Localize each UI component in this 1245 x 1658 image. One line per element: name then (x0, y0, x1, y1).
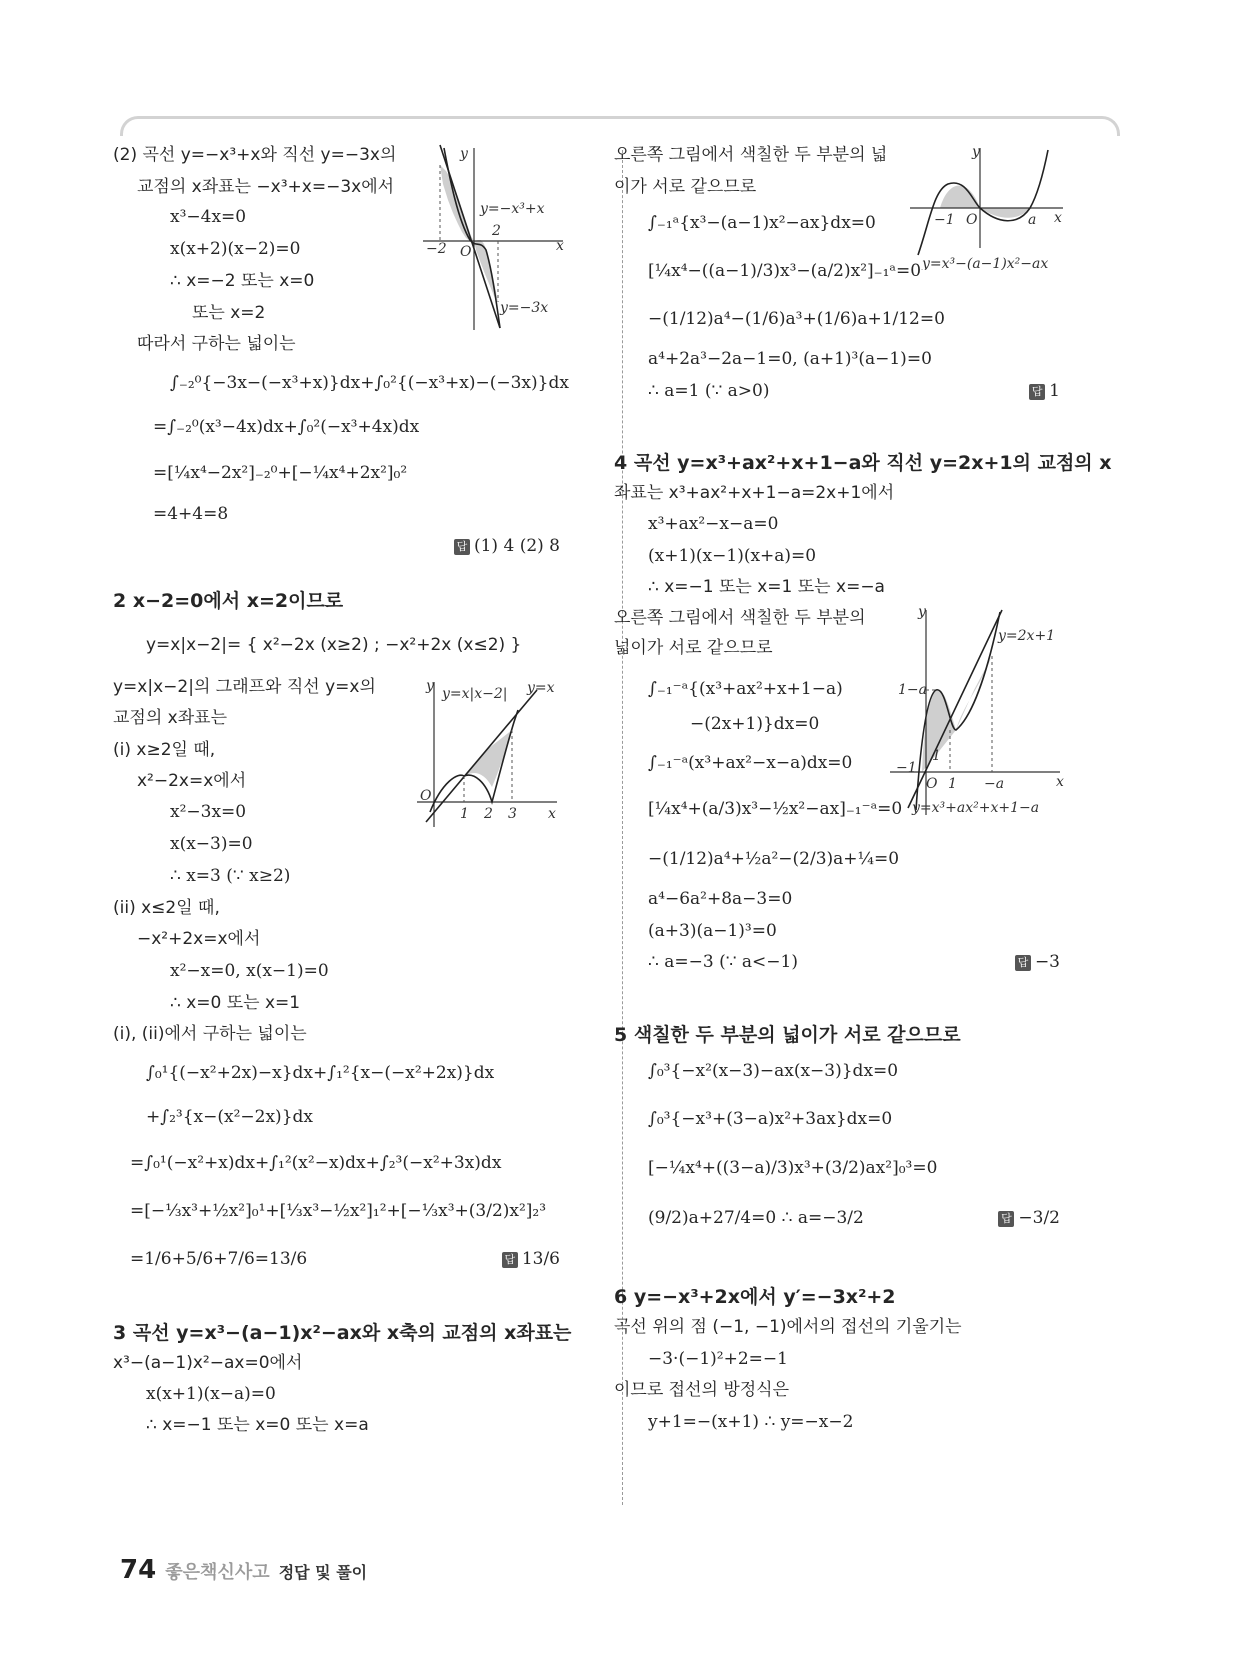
tick-label: 1 (932, 748, 941, 764)
problem-2-intro (113, 590, 343, 613)
tick-label: 1 (948, 776, 957, 792)
problem-4-text: 4 곡선 y=x³+ax²+x+1−a와 직선 y=2x+1의 교점의 x (614, 452, 1112, 474)
problem-2-text: 2 x−2=0에서 x=2이므로 (113, 590, 344, 612)
text-line: 오른쪽 그림에서 색칠한 두 부분의 넓 (614, 145, 888, 165)
problem-4-intro (614, 452, 1112, 475)
origin-label: O (460, 244, 472, 260)
curve-label: y=x|x−2| (442, 686, 508, 702)
math-line: ∴ a=−3 (∵ a<−1) (648, 952, 798, 972)
tick-label: −1 (934, 212, 955, 228)
answer-4 (980, 951, 1060, 973)
tick-label: −2 (426, 241, 447, 257)
math-line: x²−2x=x에서 (137, 771, 247, 791)
text-line: 교점의 x좌표는 −x³+x=−3x에서 (137, 177, 395, 197)
problem-5-intro (614, 1024, 961, 1047)
answer-text: 13/6 (521, 1249, 560, 1269)
math-line: −(1/12)a⁴−(1/6)a³+(1/6)a+1/12=0 (648, 309, 945, 329)
text-line: 교점의 x좌표는 (113, 708, 227, 728)
origin-label: O (926, 776, 938, 792)
answer-text: −3 (1034, 952, 1060, 972)
math-line: ∫₋₁⁻ᵃ{(x³+ax²+x+1−a) (648, 679, 843, 699)
math-line: ∫₋₂⁰{−3x−(−x³+x)}dx+∫₀²{(−x³+x)−(−3x)}dx (170, 373, 569, 393)
curve-label: y=−x³+x (480, 201, 545, 217)
math-line: ∴ x=3 (∵ x≥2) (170, 866, 291, 886)
answer-mark-icon: 답 (502, 1252, 518, 1268)
curve-label: y=x³−(a−1)x²−ax (922, 256, 1049, 270)
math-line: [−¼x⁴+((3−a)/3)x³+(3/2)ax²]₀³=0 (648, 1158, 938, 1178)
x-axis-label: x (548, 806, 556, 822)
math-line: −(2x+1)}dx=0 (690, 714, 820, 734)
math-line: [¼x⁴+(a/3)x³−½x²−ax]₋₁⁻ᵃ=0 (648, 799, 903, 819)
problem-3-intro (113, 1322, 571, 1345)
math-line: (9/2)a+27/4=0 ∴ a=−3/2 (648, 1208, 864, 1228)
math-line: y=x|x−2|= { x²−2x (x≥2) ; −x²+2x (x≤2) } (146, 635, 522, 655)
y-axis-label: y (918, 604, 926, 620)
math-line: y+1=−(x+1) ∴ y=−x−2 (648, 1412, 854, 1432)
math-line: ∫₋₁⁻ᵃ(x³+ax²−x−a)dx=0 (648, 753, 853, 773)
math-line: +∫₂³{x−(x²−2x)}dx (146, 1107, 313, 1127)
tick-label: a (1028, 212, 1037, 228)
math-line: =[−⅓x³+½x²]₀¹+[⅓x³−½x²]₁²+[−⅓x³+(3/2)x²]₂³ (130, 1201, 547, 1221)
figure-1-cubic-line (418, 140, 568, 335)
answer-mark-icon: 답 (1015, 955, 1031, 971)
tick-label: 2 (484, 806, 493, 822)
line-label: y=x (527, 680, 555, 696)
text-line: 좌표는 x³+ax²+x+1−a=2x+1에서 (614, 483, 895, 503)
answer-text: (1) 4 (2) 8 (473, 536, 560, 556)
math-line: =∫₋₂⁰(x³−4x)dx+∫₀²(−x³+4x)dx (153, 417, 420, 437)
math-line: =4+4=8 (153, 504, 229, 524)
answer-2 (480, 1248, 560, 1270)
text-line: (i) x≥2일 때, (113, 740, 216, 760)
text-line: (i), (ii)에서 구하는 넓이는 (113, 1024, 307, 1044)
shaded-region-left (440, 165, 474, 242)
math-line: ∫₀³{−x²(x−3)−ax(x−3)}dx=0 (648, 1061, 899, 1081)
answer-mark-icon: 답 (454, 539, 470, 555)
math-line: x²−x=0, x(x−1)=0 (170, 961, 329, 981)
answer-1 (440, 535, 560, 557)
math-line: a⁴−6a²+8a−3=0 (648, 889, 793, 909)
shaded-region-left (940, 185, 980, 208)
y-axis-label: y (460, 146, 468, 162)
tick-label: 1−a (898, 682, 927, 698)
math-line: x(x+1)(x−a)=0 (146, 1384, 276, 1404)
problem-6-intro (614, 1286, 896, 1309)
math-line: =1/6+5/6+7/6=13/6 (130, 1249, 308, 1269)
text-line: 따라서 구하는 넓이는 (137, 334, 296, 354)
page-footer (120, 1555, 367, 1585)
origin-label: O (966, 212, 978, 228)
math-line: x²−3x=0 (170, 802, 247, 822)
problem-6-text: 6 y=−x³+2x에서 y′=−3x²+2 (614, 1286, 896, 1308)
footer-brand-logo: 좋은책신사고 (165, 1562, 270, 1583)
text-line: y=x|x−2|의 그래프와 직선 y=x의 (113, 677, 376, 697)
line-y-neg3x (440, 145, 500, 328)
math-line: −x²+2x=x에서 (137, 929, 261, 949)
tick-label: 1 (460, 806, 469, 822)
line-label: y=−3x (500, 300, 549, 316)
math-line: (x+1)(x−1)(x+a)=0 (648, 546, 817, 566)
y-axis-label: y (426, 678, 434, 694)
text-line: (ii) x≤2일 때, (113, 898, 220, 918)
tick-label: 2 (492, 223, 501, 239)
problem-3-text: 3 곡선 y=x³−(a−1)x²−ax와 x축의 교점의 x좌표는 (113, 1322, 572, 1344)
math-line: ∴ x=−1 또는 x=0 또는 x=a (146, 1415, 369, 1435)
figure-2-absolute-curve (412, 672, 562, 832)
tick-label: −1 (896, 760, 917, 776)
footer-title: 정답 및 풀이 (278, 1563, 368, 1582)
math-line: =[¼x⁴−2x²]₋₂⁰+[−¼x⁴+2x²]₀² (153, 463, 408, 483)
text-line: 오른쪽 그림에서 색칠한 두 부분의 (614, 608, 866, 628)
answer-text: −3/2 (1018, 1208, 1060, 1228)
text-line: 이므로 접선의 방정식은 (614, 1380, 790, 1400)
math-line: (a+3)(a−1)³=0 (648, 921, 777, 941)
cubic-curve (918, 150, 1048, 255)
origin-label: O (420, 788, 432, 804)
x-axis-label: x (1054, 210, 1062, 226)
math-line: =∫₀¹(−x²+x)dx+∫₁²(x²−x)dx+∫₂³(−x²+3x)dx (130, 1153, 502, 1173)
y-axis-label: y (972, 144, 980, 160)
answer-mark-icon: 답 (998, 1211, 1014, 1227)
answer-3 (1000, 380, 1060, 402)
math-line: ∫₋₁ᵃ{x³−(a−1)x²−ax}dx=0 (648, 213, 876, 233)
page-number: 74 (120, 1555, 157, 1585)
line-label: y=2x+1 (998, 628, 1056, 644)
answer-mark-icon: 답 (1029, 384, 1045, 400)
text-line: (2) 곡선 y=−x³+x와 직선 y=−3x의 (113, 145, 397, 165)
figure-3-cubic (908, 140, 1068, 270)
math-line: x³−4x=0 (170, 207, 247, 227)
tick-label: −a (984, 776, 1005, 792)
math-line: −(1/12)a⁴+½a²−(2/3)a+¼=0 (648, 849, 900, 869)
math-line: ∴ x=−2 또는 x=0 (170, 271, 315, 291)
math-line: ∴ a=1 (∵ a>0) (648, 381, 770, 401)
math-line: ∴ x=0 또는 x=1 (170, 993, 301, 1013)
answer-5 (980, 1207, 1060, 1229)
math-line: a⁴+2a³−2a−1=0, (a+1)³(a−1)=0 (648, 349, 932, 369)
curve-abs (430, 710, 518, 812)
math-line: x(x−3)=0 (170, 834, 253, 854)
page-top-rule (120, 116, 1120, 136)
math-line: x³+ax²−x−a=0 (648, 514, 779, 534)
figure-4-cubic-line (888, 600, 1068, 825)
curve-label: y=x³+ax²+x+1−a (912, 800, 1040, 816)
tick-label: 3 (508, 806, 517, 822)
x-axis-label: x (1056, 774, 1064, 790)
math-line: −3·(−1)²+2=−1 (648, 1349, 788, 1369)
math-line: x(x+2)(x−2)=0 (170, 239, 301, 259)
problem-5-text: 5 색칠한 두 부분의 넓이가 서로 같으므로 (614, 1024, 961, 1046)
text-line: 넓이가 서로 같으므로 (614, 638, 773, 658)
math-line: ∫₀³{−x³+(3−a)x²+3ax}dx=0 (648, 1109, 893, 1129)
x-axis-label: x (556, 238, 564, 254)
math-line: ∴ x=−1 또는 x=1 또는 x=−a (648, 577, 885, 597)
text-line: 이가 서로 같으므로 (614, 177, 757, 197)
math-line: [¼x⁴−((a−1)/3)x³−(a/2)x²]₋₁ᵃ=0 (648, 261, 922, 281)
text-line: 곡선 위의 점 (−1, −1)에서의 접선의 기울기는 (614, 1317, 962, 1337)
math-line: 또는 x=2 (192, 303, 266, 323)
text-line: x³−(a−1)x²−ax=0에서 (113, 1353, 303, 1373)
answer-text: 1 (1049, 381, 1060, 401)
math-line: ∫₀¹{(−x²+2x)−x}dx+∫₁²{x−(−x²+2x)}dx (146, 1063, 495, 1083)
